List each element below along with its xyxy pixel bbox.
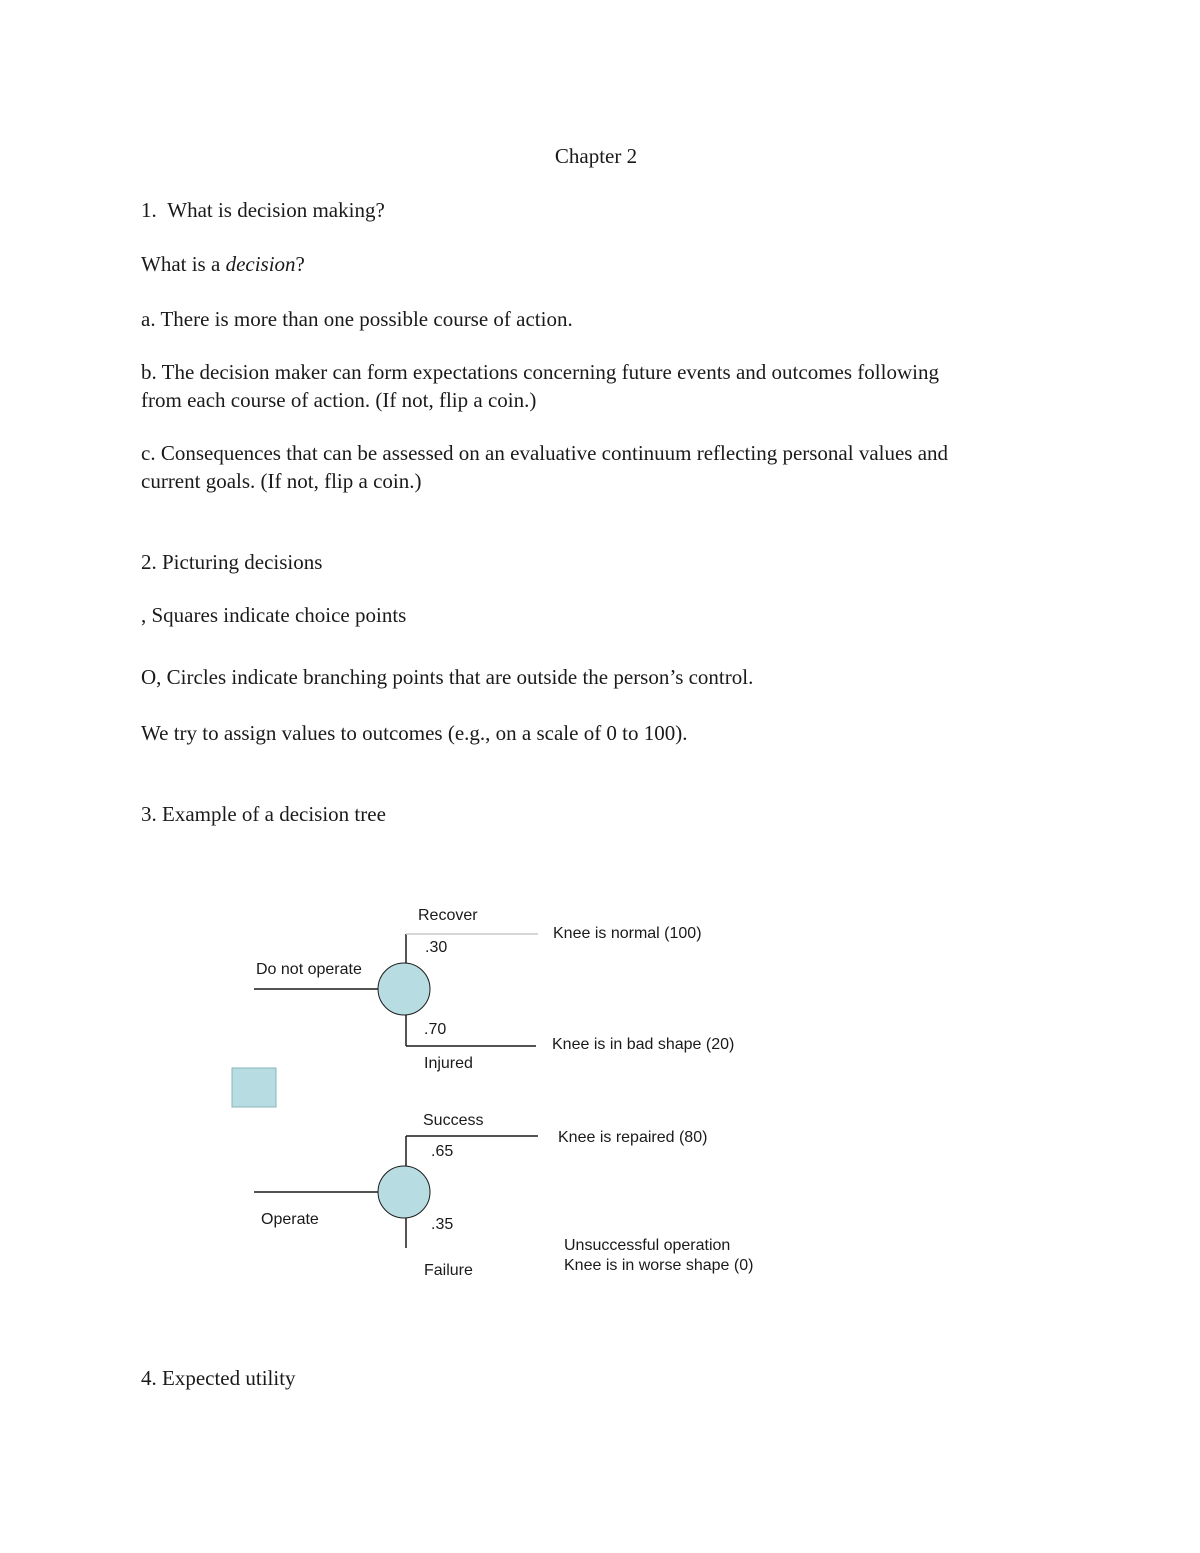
lower-chance-node-circle	[378, 1166, 430, 1218]
decision-definition-suffix: ?	[295, 252, 305, 276]
upper-chance-node-circle	[378, 963, 430, 1015]
failure-label: Failure	[424, 1262, 473, 1279]
success-probability: .65	[431, 1143, 454, 1160]
knee-normal-outcome: Knee is normal (100)	[553, 925, 702, 942]
injured-probability: .70	[424, 1021, 447, 1038]
decision-definition-prefix: What is a	[141, 252, 226, 276]
knee-bad-shape-outcome: Knee is in bad shape (20)	[552, 1036, 735, 1053]
knee-repaired-outcome: Knee is repaired (80)	[558, 1129, 708, 1146]
decision-tree-diagram	[140, 850, 820, 1360]
operate-label: Operate	[261, 1211, 319, 1228]
recover-probability: .30	[425, 939, 448, 956]
decision-term: decision	[225, 252, 296, 276]
knee-worse-shape-outcome: Knee is in worse shape (0)	[564, 1257, 754, 1274]
question-4: 4. Expected utility	[141, 1366, 296, 1390]
question-1	[141, 196, 385, 224]
page-title: Chapter 2	[554, 144, 638, 168]
question-1-text: What is decision making?	[167, 198, 385, 222]
unsuccessful-operation-outcome: Unsuccessful operation	[564, 1237, 731, 1254]
squares-note: , Squares indicate choice points	[141, 603, 407, 627]
do-not-operate-label: Do not operate	[256, 961, 362, 978]
choice-square	[232, 1068, 276, 1107]
values-note: We try to assign values to outcomes (e.g., on a scale of 0 to 100).	[141, 721, 688, 745]
criterion-c	[141, 439, 1061, 495]
question-3: 3. Example of a decision tree	[141, 802, 386, 826]
criterion-a: a. There is more than one possible course of action.	[141, 307, 573, 331]
criterion-c-line-2: current goals. (If not, flip a coin.)	[141, 469, 422, 493]
criterion-b-line-2: from each course of action. (If not, flip a coin.)	[141, 388, 537, 412]
criterion-b	[141, 358, 1061, 414]
injured-label: Injured	[424, 1055, 473, 1072]
failure-probability: .35	[431, 1216, 454, 1233]
recover-label: Recover	[418, 907, 478, 924]
criterion-c-line-1: c. Consequences that can be assessed on an evaluative continuum reflecting personal values and	[141, 441, 949, 465]
circles-note: O, Circles indicate branching points that are outside the person’s control.	[141, 665, 754, 689]
decision-definition	[141, 250, 305, 278]
question-1-number: 1.	[141, 198, 157, 222]
criterion-b-line-1: b. The decision maker can form expectations concerning future events and outcomes following	[141, 360, 939, 384]
question-2: 2. Picturing decisions	[141, 550, 323, 574]
success-label: Success	[423, 1112, 484, 1129]
